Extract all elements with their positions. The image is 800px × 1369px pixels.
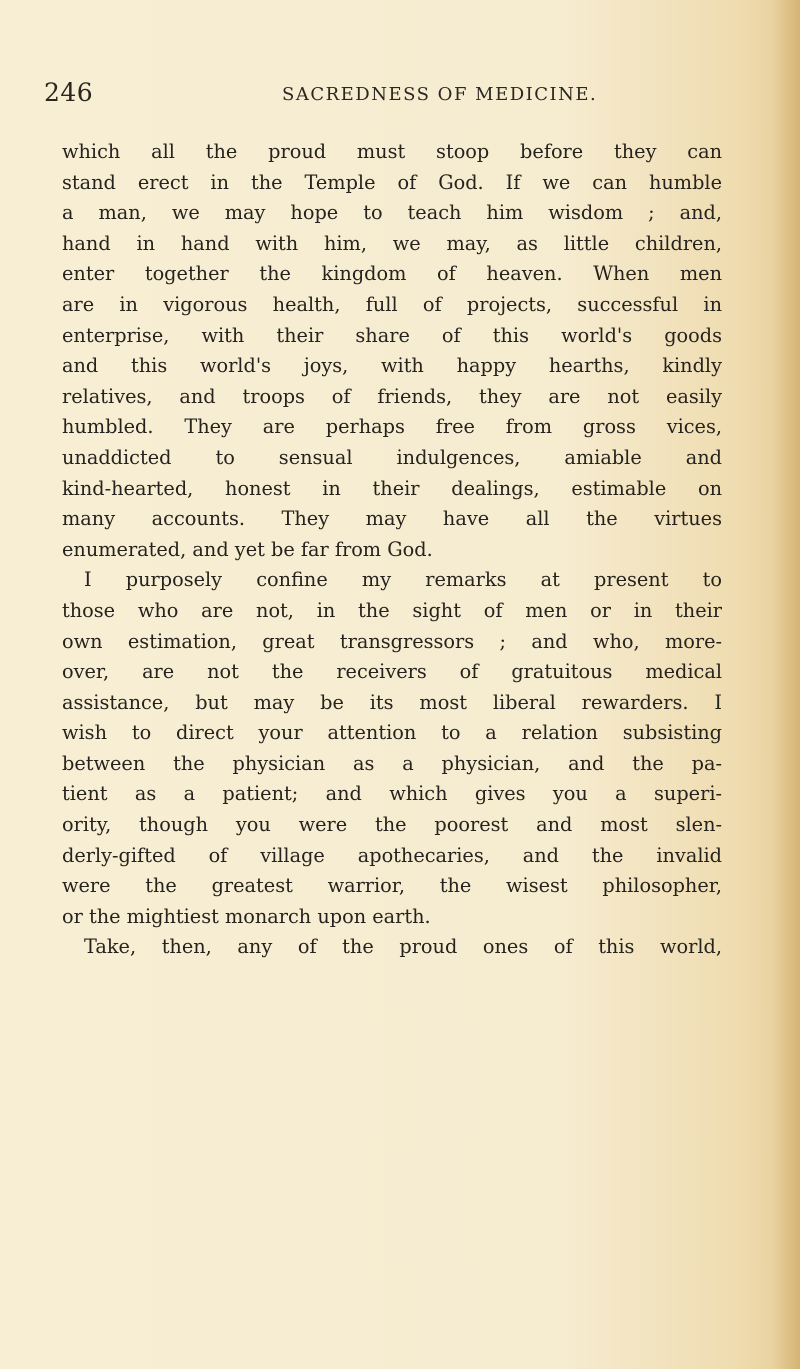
text-line: unaddicted to sensual indulgences, amiable and	[62, 445, 722, 469]
text-line: and this world's joys, with happy hearths, kindly	[62, 354, 722, 378]
body-text	[62, 137, 722, 963]
text-line: enter together the kingdom of heaven. When men	[62, 262, 722, 286]
text-line: derly-gifted of village apothecaries, and the invalid	[62, 843, 722, 867]
text-line: wish to direct your attention to a relation subsisting	[62, 721, 722, 745]
page-edge-shadow	[772, 0, 800, 1369]
text-line: tient as a patient; and which gives you a superi-	[62, 782, 722, 806]
text-line: I purposely confine my remarks at present to	[84, 568, 722, 592]
text-line: were the greatest warrior, the wisest philosopher,	[62, 874, 722, 898]
text-line: a man, we may hope to teach him wisdom ; and,	[62, 201, 722, 225]
text-line: kind-hearted, honest in their dealings, estimable on	[62, 476, 722, 500]
text-line: over, are not the receivers of gratuitous medical	[62, 660, 722, 684]
text-line: Take, then, any of the proud ones of this world,	[84, 935, 722, 959]
text-line: between the physician as a physician, and the pa-	[62, 751, 722, 775]
text-line: or the mightiest monarch upon earth.	[62, 904, 431, 928]
text-line: which all the proud must stoop before they can	[62, 140, 722, 163]
text-line: those who are not, in the sight of men or in their	[62, 598, 722, 622]
text-line: enterprise, with their share of this world's goods	[62, 323, 722, 347]
text-line: stand erect in the Temple of God. If we can humble	[62, 170, 722, 194]
text-line: hand in hand with him, we may, as little children,	[62, 231, 722, 255]
text-line: many accounts. They may have all the virtues	[62, 507, 722, 531]
page-number: 246	[44, 78, 94, 107]
text-line: assistance, but may be its most liberal rewarders. I	[62, 690, 722, 714]
page-header	[0, 78, 800, 112]
text-line: humbled. They are perhaps free from gross vices,	[62, 415, 722, 439]
text-line: ority, though you were the poorest and most slen-	[62, 813, 722, 837]
running-head: SACREDNESS OF MEDICINE.	[282, 84, 598, 105]
text-line: enumerated, and yet be far from God.	[62, 537, 433, 561]
text-line: are in vigorous health, full of projects, successful in	[62, 292, 722, 316]
text-line: relatives, and troops of friends, they are not easily	[62, 384, 722, 408]
text-line: own estimation, great transgressors ; and who, more-	[62, 629, 722, 653]
